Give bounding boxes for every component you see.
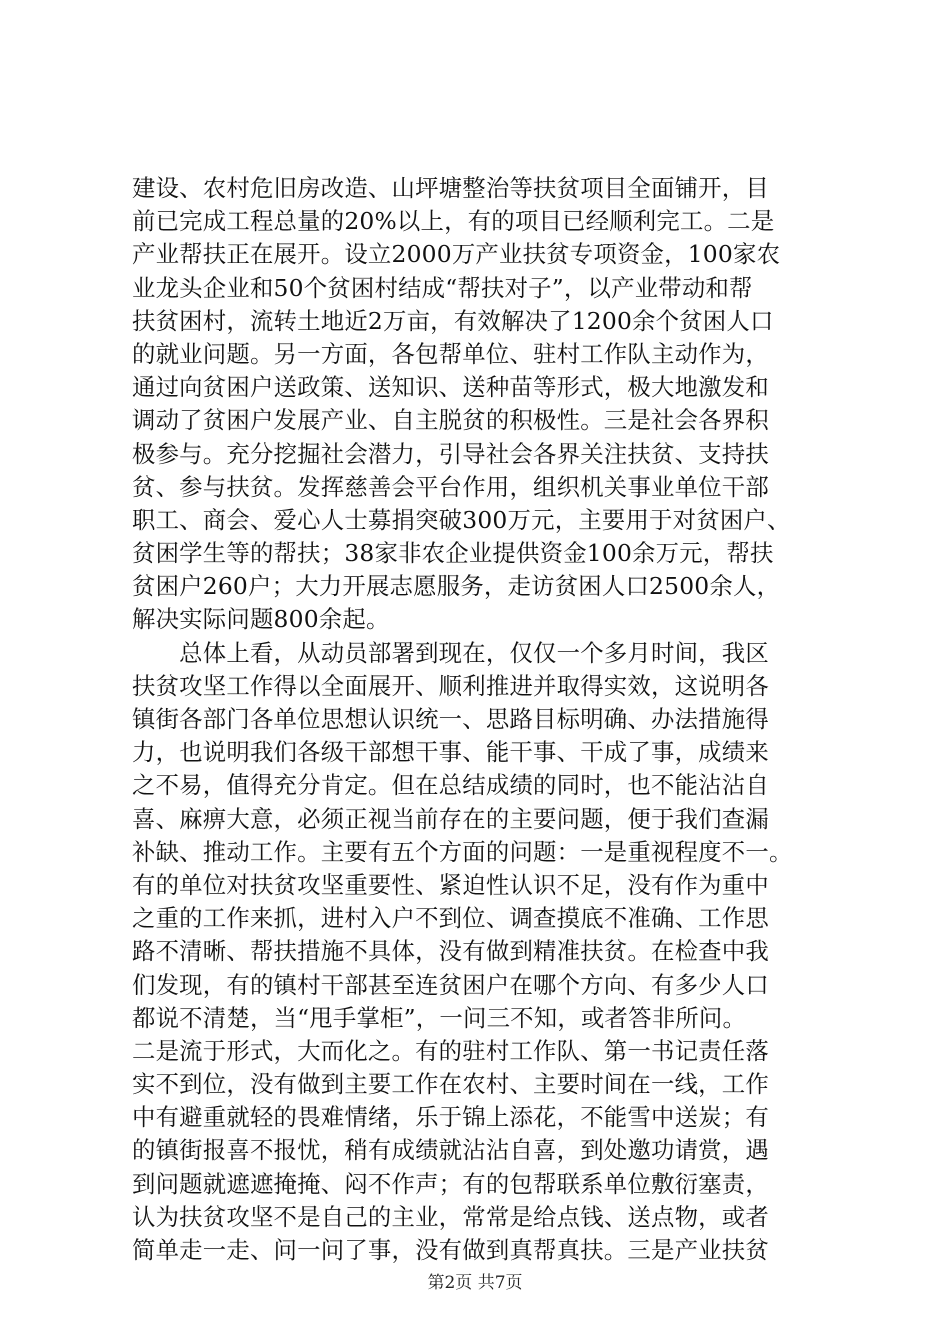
text-line: 路不清晰、帮扶措施不具体，没有做到精准扶贫。在检查中我 <box>132 937 769 966</box>
text-line: 实不到位，没有做到主要工作在农村、主要时间在一线，工作 <box>132 1070 769 1099</box>
text-line: 极参与。充分挖掘社会潜力，引导社会各界关注扶贫、支持扶 <box>132 439 769 468</box>
body-text <box>132 172 832 1267</box>
text-line: 建设、农村危旧房改造、山坪塘整治等扶贫项目全面铺开，目 <box>132 174 769 202</box>
text-line: 的镇街报喜不报忧，稍有成绩就沾沾自喜，到处邀功请赏，遇 <box>132 1136 769 1165</box>
text-line: 产业帮扶正在展开。设立2000万产业扶贫专项资金，100家农 <box>132 240 781 269</box>
text-line: 有的单位对扶贫攻坚重要性、紧迫性认识不足，没有作为重中 <box>132 870 769 899</box>
text-line: 都说不清楚，当“甩手掌柜”，一问三不知，或者答非所问。 <box>132 1003 747 1032</box>
text-line: 的就业问题。另一方面，各包帮单位、驻村工作队主动作为， <box>132 339 769 368</box>
text-line: 调动了贫困户发展产业、自主脱贫的积极性。三是社会各界积 <box>132 406 769 435</box>
text-line: 贫困学生等的帮扶；38家非农企业提供资金100余万元，帮扶 <box>132 539 774 568</box>
text-line: 力，也说明我们各级干部想干事、能干事、干成了事，成绩来 <box>132 738 769 767</box>
text-line: 镇街各部门各单位思想认识统一、思路目标明确、办法措施得 <box>132 705 769 733</box>
text-line: 补缺、推动工作。主要有五个方面的问题：一是重视程度不一。 <box>132 837 793 866</box>
text-line: 解决实际问题800余起。 <box>132 605 390 634</box>
text-line: 之不易，值得充分肯定。但在总结成绩的同时，也不能沾沾自 <box>132 771 769 800</box>
text-line: 贫、参与扶贫。发挥慈善会平台作用，组织机关事业单位干部 <box>132 472 769 501</box>
text-line: 前已完成工程总量的20%以上，有的项目已经顺利完工。二是 <box>132 207 775 236</box>
text-line: 贫困户260户；大力开展志愿服务，走访贫困人口2500余人， <box>132 572 781 601</box>
text-line: 通过向贫困户送政策、送知识、送种苗等形式，极大地激发和 <box>132 373 769 402</box>
text-line: 总体上看，从动员部署到现在，仅仅一个多月时间，我区 <box>132 638 769 667</box>
text-line: 之重的工作来抓，进村入户不到位、调查摸底不准确、工作思 <box>132 904 769 933</box>
text-line: 中有避重就轻的畏难情绪，乐于锦上添花，不能雪中送炭；有 <box>132 1103 769 1132</box>
text-line: 业龙头企业和50个贫困村结成“帮扶对子”，以产业带动和帮 <box>132 273 753 302</box>
text-line: 职工、商会、爱心人士募捐突破300万元，主要用于对贫困户、 <box>132 505 791 534</box>
text-line: 二是流于形式，大而化之。有的驻村工作队、第一书记责任落 <box>132 1036 769 1065</box>
text-line: 到问题就遮遮掩掩、闷不作声；有的包帮联系单位敷衍塞责， <box>132 1169 769 1198</box>
text-line: 认为扶贫攻坚不是自己的主业，常常是给点钱、送点物，或者 <box>132 1202 769 1231</box>
text-line: 喜、麻痹大意，必须正视当前存在的主要问题，便于我们查漏 <box>132 804 769 833</box>
page-number: 第2页 共7页 <box>427 1273 523 1293</box>
text-line: 扶贫困村，流转土地近2万亩，有效解决了1200余个贫困人口 <box>132 306 774 335</box>
text-line: 简单走一走、问一问了事，没有做到真帮真扶。三是产业扶贫 <box>132 1236 769 1264</box>
text-line: 们发现，有的镇村干部甚至连贫困户在哪个方向、有多少人口 <box>132 970 769 999</box>
text-line: 扶贫攻坚工作得以全面展开、顺利推进并取得实效，这说明各 <box>132 671 769 700</box>
